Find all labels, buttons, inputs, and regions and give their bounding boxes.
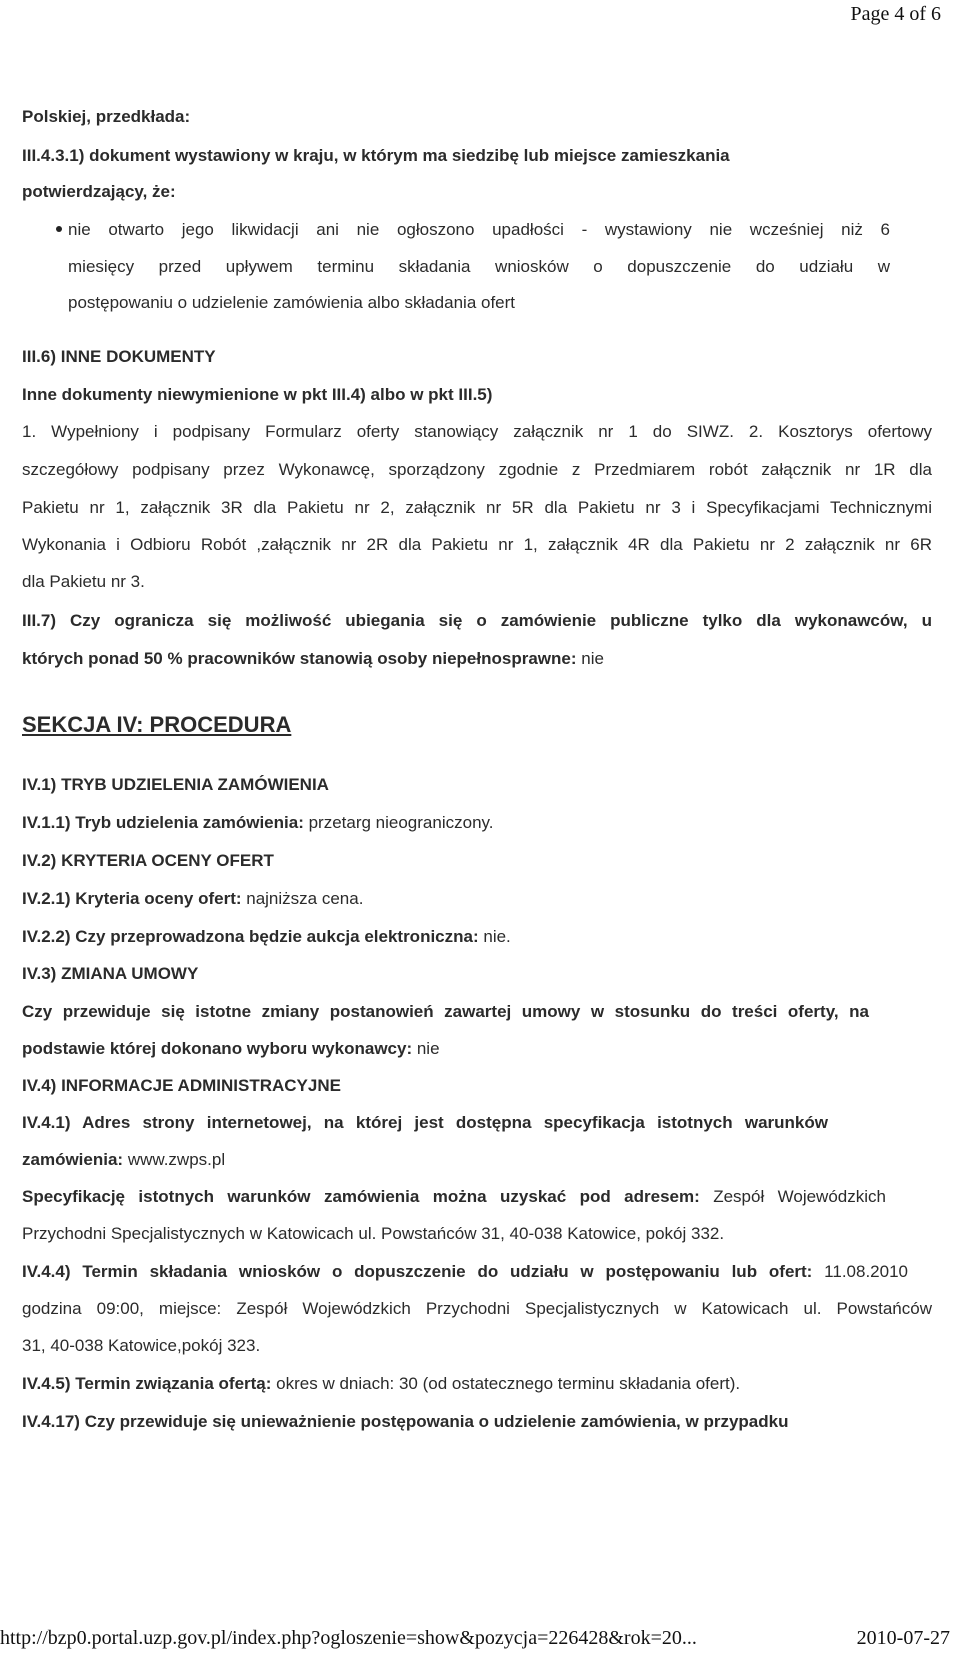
section-title: SEKCJA IV: PROCEDURA: [22, 712, 292, 737]
iii6-subheading: Inne dokumenty niewymienione w pkt III.4) albo w pkt III.5): [22, 385, 493, 404]
siwz-line1: Specyfikację istotnych warunków zamówienia można uzyskać pod adresem: Zespół Wojewódzkich: [22, 1187, 886, 1206]
iii431-line2: potwierdzający, że:: [22, 182, 176, 201]
iv21-row: IV.2.1) Kryteria oceny ofert: najniższa cena.: [22, 889, 364, 908]
iv45-row: IV.4.5) Termin związania ofertą: okres w dniach: 30 (od ostatecznego terminu składania ofert).: [22, 1374, 741, 1393]
iii6-line1: 1. Wypełniony i podpisany Formularz oferty stanowiący załącznik nr 1 do SIWZ. 2. Kosztorys ofertowy: [22, 422, 932, 441]
iv41-line1: IV.4.1) Adres strony internetowej, na której jest dostępna specyfikacja istotnych warunków: [22, 1113, 828, 1132]
intro-text: Polskiej, przedkłada:: [22, 107, 191, 126]
iii7-line2: których ponad 50 % pracowników stanowią osoby niepełnosprawne: nie: [22, 649, 604, 668]
iii6-line5: dla Pakietu nr 3.: [22, 572, 145, 591]
iii6-line4: Wykonania i Odbioru Robót ,załącznik nr 2R dla Pakietu nr 1, załącznik 4R dla Pakietu nr 2 załącznik nr 6R: [22, 535, 932, 554]
iv11-row: IV.1.1) Tryb udzielenia zamówienia: przetarg nieograniczony.: [22, 813, 494, 832]
siwz-line2: Przychodni Specjalistycznych w Katowicach ul. Powstańców 31, 40-038 Katowice, pokój 332.: [22, 1224, 725, 1243]
iii431-line1: III.4.3.1) dokument wystawiony w kraju, w którym ma siedzibę lub miejsce zamieszkania: [22, 146, 730, 165]
iv2-heading: IV.2) KRYTERIA OCENY OFERT: [22, 851, 274, 870]
iv4-heading: IV.4) INFORMACJE ADMINISTRACYJNE: [22, 1076, 341, 1095]
iii7-line1: III.7) Czy ogranicza się możliwość ubiegania się o zamówienie publiczne tylko dla wykonawców, u: [22, 611, 932, 630]
iii6-line2: szczegółowy podpisany przez Wykonawcę, sporządzony zgodnie z Przedmiarem robót załącznik nr 1R dla: [22, 460, 932, 479]
iii6-line3: Pakietu nr 1, załącznik 3R dla Pakietu nr 2, załącznik nr 5R dla Pakietu nr 3 i Specyfikacjami Technicznymi: [22, 498, 932, 517]
bullet-text-line2: miesięcy przed upływem terminu składania wniosków o dopuszczenie do udziału w: [68, 257, 890, 276]
iv44-line2: godzina 09:00, miejsce: Zespół Wojewódzkich Przychodni Specjalistycznych w Katowicach ul. Powstańców: [22, 1299, 932, 1318]
bullet-icon: [56, 226, 62, 232]
iv3-heading: IV.3) ZMIANA UMOWY: [22, 964, 199, 983]
iv417-row: IV.4.17) Czy przewiduje się unieważnienie postępowania o udzielenie zamówienia, w przypadku: [22, 1412, 789, 1431]
iv1-heading: IV.1) TRYB UDZIELENIA ZAMÓWIENIA: [22, 775, 329, 794]
iv22-row: IV.2.2) Czy przeprowadzona będzie aukcja elektroniczna: nie.: [22, 927, 511, 946]
bullet-text-line1: nie otwarto jego likwidacji ani nie ogłoszono upadłości - wystawiony nie wcześniej niż 6: [68, 220, 890, 239]
iv3-question-line1: Czy przewiduje się istotne zmiany postanowień zawartej umowy w stosunku do treści oferty, na: [22, 1002, 869, 1021]
iv44-line1: IV.4.4) Termin składania wniosków o dopuszczenie do udziału w postępowaniu lub ofert: 11.08.2010: [22, 1262, 908, 1281]
iv44-line3: 31, 40-038 Katowice,pokój 323.: [22, 1336, 261, 1355]
bullet-text-line3: postępowaniu o udzielenie zamówienia albo składania ofert: [68, 293, 516, 312]
footer-url: http://bzp0.portal.uzp.gov.pl/index.php?ogloszenie=show&pozycja=226428&rok=20...: [0, 1627, 697, 1649]
iv41-line2: zamówienia: www.zwps.pl: [22, 1150, 226, 1169]
iv3-question-line2: podstawie której dokonano wyboru wykonawcy: nie: [22, 1039, 440, 1058]
page-number: Page 4 of 6: [850, 3, 941, 25]
iii6-heading: III.6) INNE DOKUMENTY: [22, 347, 216, 366]
footer-date: 2010-07-27: [856, 1627, 950, 1649]
